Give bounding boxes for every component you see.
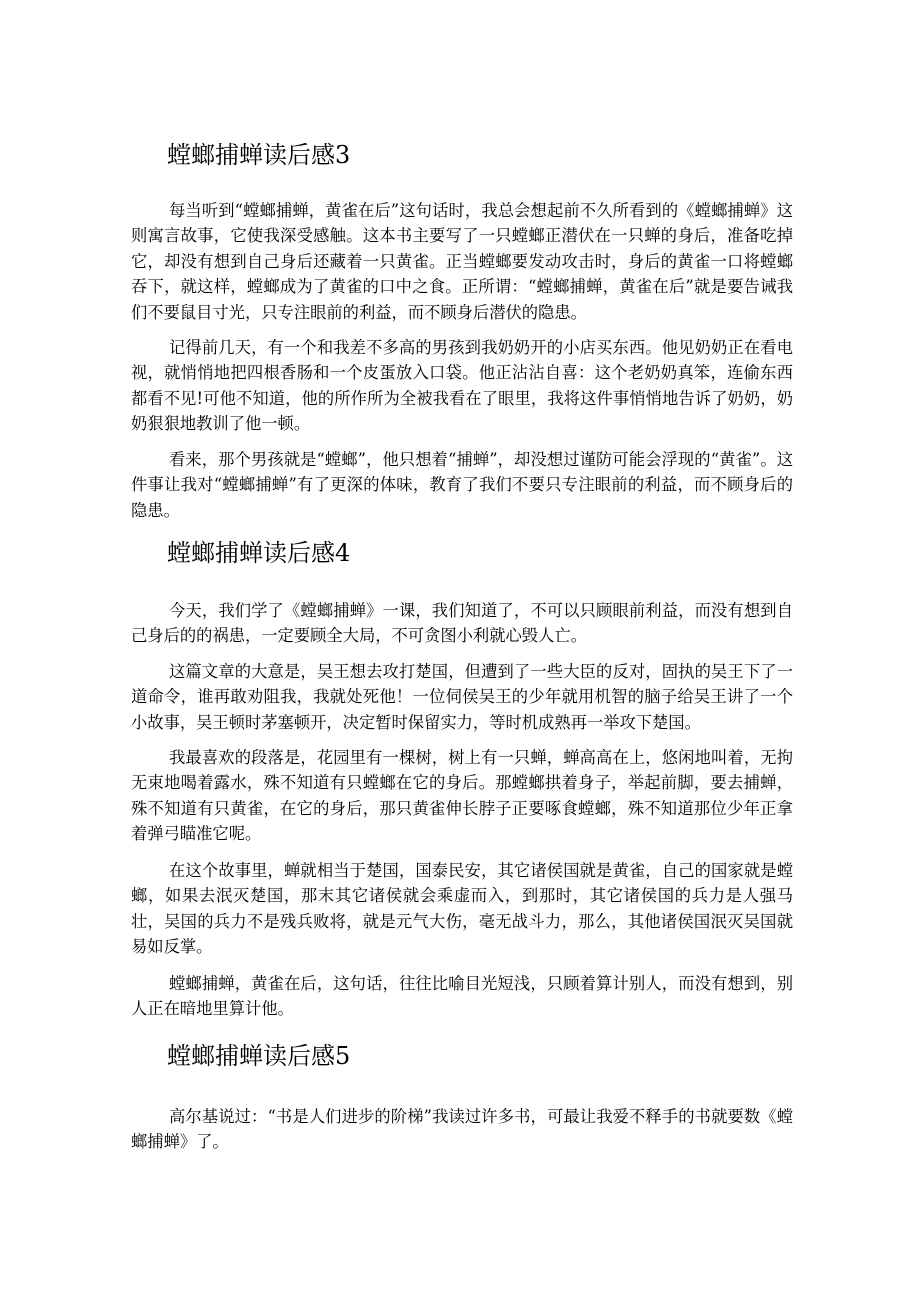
section-title-4: 螳螂捕蝉读后感4: [167, 539, 351, 567]
paragraph: 今天，我们学了《螳螂捕蝉》一课，我们知道了，不可以只顾眼前利益，而没有想到自己身后的的祸患，一定要顾全大局，不可贪图小利就心毁人亡。: [131, 601, 793, 646]
paragraph: 在这个故事里，蝉就相当于楚国，国泰民安，其它诸侯国就是黄雀，自己的国家就是螳螂，如果去泯灭楚国，那末其它诸侯就会乘虚而入，到那时，其它诸侯国的兵力是人强马壮，吴国的兵力不是残兵败将，就是元气大伤，毫无战斗力，那么，其他诸侯国泯灭吴国就易如反掌。: [131, 861, 793, 957]
paragraph: 我最喜欢的段落是，花园里有一棵树，树上有一只蝉，蝉高高在上，悠闲地叫着，无拘无束地喝着露水，殊不知道有只螳螂在它的身后。那螳螂拱着身子，举起前脚，要去捕蝉，殊不知道有只黄雀，在它的身后，那只黄雀伸长脖子正要啄食螳螂，殊不知道那位少年正拿着弹弓瞄准它呢。: [131, 748, 793, 844]
section-title-5: 螳螂捕蝉读后感5: [167, 1042, 351, 1070]
paragraph: 这篇文章的大意是，吴王想去攻打楚国，但遭到了一些大臣的反对，固执的吴王下了一道命令，谁再敢劝阻我，我就处死他！一位伺侯吴王的少年就用机智的脑子给吴王讲了一个小故事，吴王顿时茅塞顿开，决定暂时保留实力，等时机成熟再一举攻下楚国。: [131, 662, 793, 732]
paragraph: 螳螂捕蝉，黄雀在后，这句话，往往比喻目光短浅，只顾着算计别人，而没有想到，别人正在暗地里算计他。: [131, 974, 793, 1019]
paragraph: 记得前几天，有一个和我差不多高的男孩到我奶奶开的小店买东西。他见奶奶正在看电视，就悄悄地把四根香肠和一个皮蛋放入口袋。他正沾沾自喜：这个老奶奶真笨，连偷东西都看不见!可他不知道，他的所作所为全被我看在了眼里，我将这件事悄悄地告诉了奶奶，奶奶狠狠地教训了他一顿。: [131, 338, 793, 434]
section-title-3: 螳螂捕蝉读后感3: [167, 141, 351, 169]
paragraph: 每当听到“螳螂捕蝉，黄雀在后”这句话时，我总会想起前不久所看到的《螳螂捕蝉》这则寓言故事，它使我深受感触。这本书主要写了一只螳螂正潜伏在一只蝉的身后，准备吃掉它，却没有想到自己身后还藏着一只黄雀。正当螳螂要发动攻击时，身后的黄雀一口将螳螂吞下，就这样，螳螂成为了黄雀的口中之食。正所谓：“螳螂捕蝉，黄雀在后”就是要告诫我们不要鼠目寸光，只专注眼前的利益，而不顾身后潜伏的隐患。: [131, 201, 793, 322]
paragraph: 看来，那个男孩就是“螳螂”，他只想着“捕蝉”，却没想过谨防可能会浮现的“黄雀”。这件事让我对“螳螂捕蝉”有了更深的体味，教育了我们不要只专注眼前的利益，而不顾身后的隐患。: [131, 450, 793, 520]
paragraph: 高尔基说过：“书是人们进步的阶梯”我读过许多书，可最让我爱不释手的书就要数《螳螂捕蝉》了。: [131, 1107, 793, 1152]
